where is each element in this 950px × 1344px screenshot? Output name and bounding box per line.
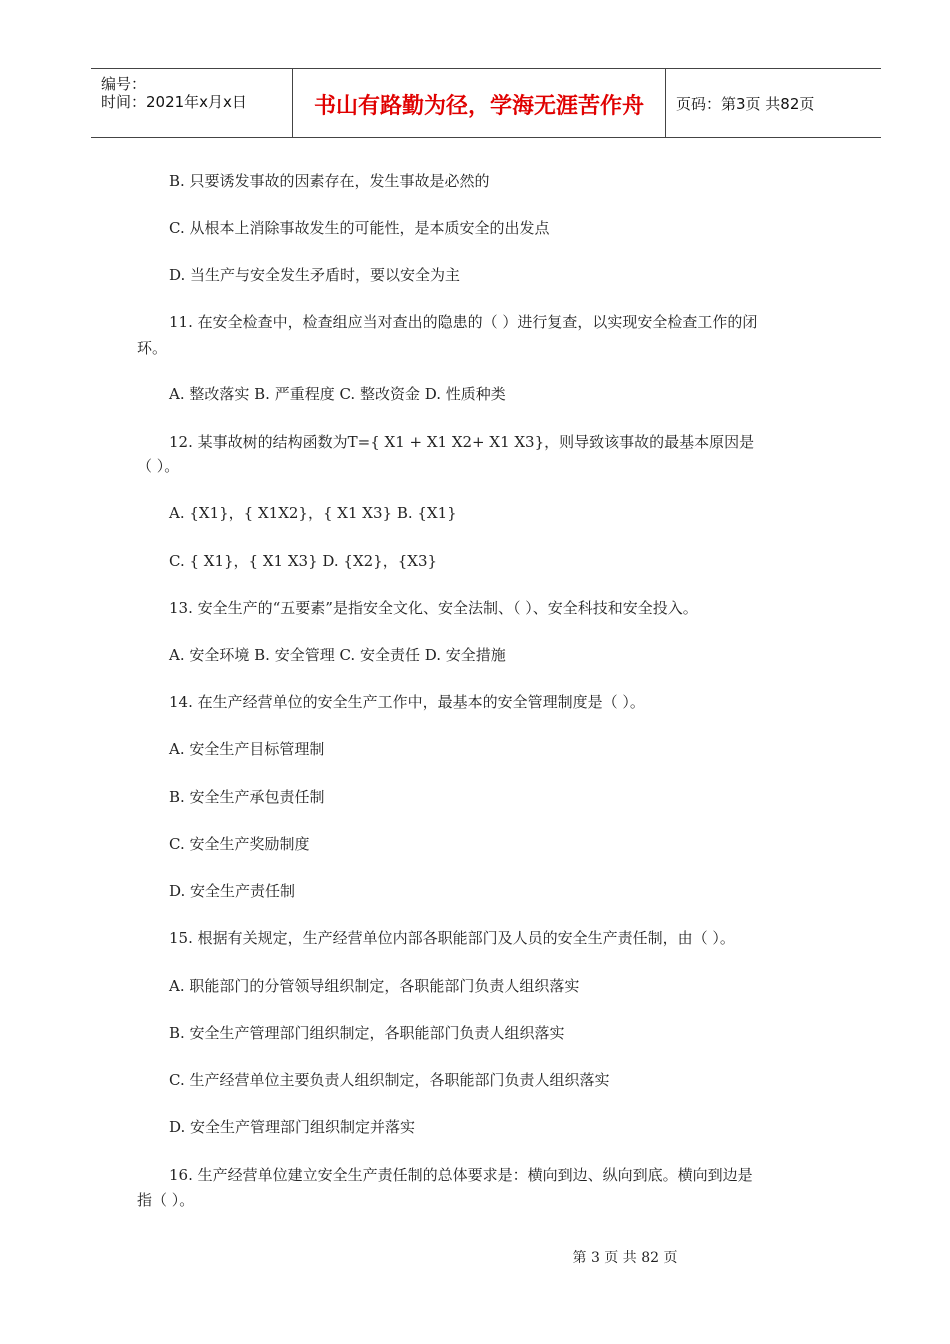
question-16-continued: 指（ ）。 <box>137 1191 195 1209</box>
option-line: B. 安全生产管理部门组织制定，各职能部门负责人组织落实 <box>169 1024 565 1042</box>
question-13: 13. 安全生产的“五要素”是指安全文化、安全法制、（ ）、安全科技和安全投入。 <box>169 599 698 617</box>
document-number-label: 编号： <box>101 75 147 93</box>
option-line: D. 当生产与安全发生矛盾时，要以安全为主 <box>169 266 461 284</box>
option-line: B. 只要诱发事故的因素存在，发生事故是必然的 <box>169 172 490 190</box>
question-12-continued: （ ）。 <box>137 457 180 475</box>
document-time-label: 时间：2021年x月x日 <box>101 93 247 111</box>
header-meta-cell <box>91 69 293 137</box>
option-line: C. 生产经营单位主要负责人组织制定，各职能部门负责人组织落实 <box>169 1071 610 1089</box>
page-header <box>91 68 881 138</box>
motto-text: 书山有路勤为径，学海无涯苦作舟 <box>313 94 644 119</box>
footer-page-number: 第 3 页 共 82 页 <box>572 1250 678 1266</box>
option-line: A. 安全生产目标管理制 <box>169 740 325 758</box>
option-line: D. 安全生产管理部门组织制定并落实 <box>169 1118 416 1136</box>
header-page-number: 页码：第3页 共82页 <box>676 95 815 113</box>
header-motto-cell <box>293 69 666 137</box>
question-12: 12. 某事故树的结构函数为T={ X1 + X1 X2+ X1 X3}，则导致该事故的最基本原因是 <box>169 433 755 451</box>
header-page-cell <box>666 69 881 137</box>
question-16: 16. 生产经营单位建立安全生产责任制的总体要求是：横向到边、纵向到底。横向到边是 <box>169 1166 753 1184</box>
question-14: 14. 在生产经营单位的安全生产工作中，最基本的安全管理制度是（ ）。 <box>169 693 645 711</box>
option-line: B. 安全生产承包责任制 <box>169 788 325 806</box>
option-line: C. 安全生产奖励制度 <box>169 835 310 853</box>
question-15: 15. 根据有关规定，生产经营单位内部各职能部门及人员的安全生产责任制，由（ ）。 <box>169 929 735 947</box>
question-11-continued: 环。 <box>137 339 168 357</box>
question-13-options: A. 安全环境 B. 安全管理 C. 安全责任 D. 安全措施 <box>169 646 506 664</box>
option-line: A. 职能部门的分管领导组织制定，各职能部门负责人组织落实 <box>169 977 580 995</box>
option-line: D. 安全生产责任制 <box>169 882 296 900</box>
question-12-options-cd: C. { X1}，{ X1 X3} D. {X2}，{X3} <box>169 552 438 570</box>
page-footer <box>0 1247 950 1267</box>
question-11: 11. 在安全检查中，检查组应当对查出的隐患的（ ）进行复查，以实现安全检查工作的闭 <box>169 313 758 331</box>
option-line: C. 从根本上消除事故发生的可能性，是本质安全的出发点 <box>169 219 550 237</box>
question-11-options: A. 整改落实 B. 严重程度 C. 整改资金 D. 性质种类 <box>169 385 506 403</box>
question-12-options-ab: A. {X1}，{ X1X2}，{ X1 X3} B. {X1} <box>169 504 457 522</box>
